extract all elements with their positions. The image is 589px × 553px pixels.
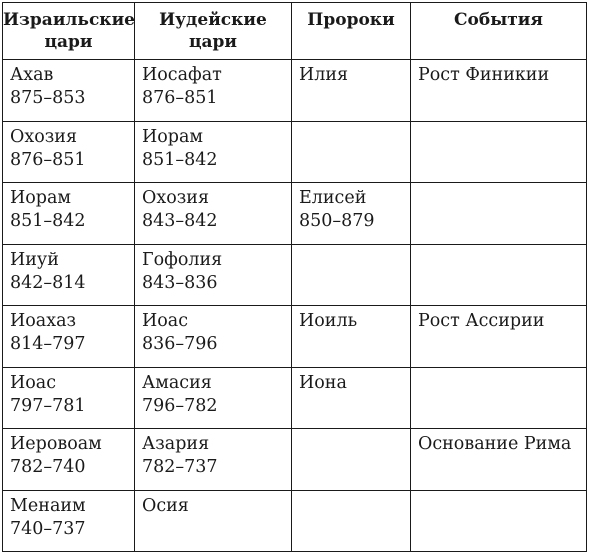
cell-prophet bbox=[292, 244, 411, 306]
event-text: Рост Финикии bbox=[418, 65, 550, 85]
table-row bbox=[3, 306, 587, 368]
cell-event bbox=[411, 367, 587, 429]
header-line: Иудейские bbox=[159, 10, 267, 30]
header-prophets bbox=[292, 3, 411, 60]
prophet-name: Иоиль bbox=[299, 311, 358, 331]
cell-event bbox=[411, 121, 587, 183]
cell-event bbox=[411, 60, 587, 122]
reign-years: 740–737 bbox=[10, 518, 86, 539]
event-text: Основание Рима bbox=[418, 434, 572, 454]
cell-judah-king bbox=[135, 429, 292, 491]
reign-years: 875–853 bbox=[10, 88, 86, 108]
reign-years: 814–797 bbox=[10, 334, 86, 354]
cell-israel-king bbox=[3, 60, 135, 122]
reign-years: 842–814 bbox=[10, 272, 86, 293]
header-line: цари bbox=[44, 32, 93, 52]
cell-event bbox=[411, 429, 587, 491]
reign-years: 797–781 bbox=[10, 395, 86, 416]
reign-years: 851–842 bbox=[142, 149, 218, 170]
cell-prophet bbox=[292, 306, 411, 368]
header-line: цари bbox=[188, 32, 238, 52]
header-events bbox=[411, 3, 587, 60]
cell-prophet bbox=[292, 429, 411, 491]
reign-years: 782–737 bbox=[142, 457, 218, 477]
cell-israel-king bbox=[3, 121, 135, 183]
king-name: Иорам bbox=[10, 188, 72, 208]
table-row bbox=[3, 244, 587, 306]
prophet-name: Елисей bbox=[299, 188, 367, 208]
king-name: Ииуй bbox=[10, 249, 59, 270]
cell-prophet bbox=[292, 121, 411, 183]
king-name: Амасия bbox=[142, 372, 212, 393]
prophet-years: 850–879 bbox=[299, 211, 375, 231]
cell-israel-king bbox=[3, 367, 135, 429]
header-line: Пророки bbox=[307, 10, 395, 30]
cell-israel-king bbox=[3, 306, 135, 368]
prophet-name: Илия bbox=[299, 65, 349, 85]
reign-years: 843–836 bbox=[142, 272, 218, 293]
reign-years: 876–851 bbox=[142, 88, 218, 108]
cell-israel-king bbox=[3, 490, 135, 552]
table-header-row bbox=[3, 3, 587, 60]
king-name: Иоахаз bbox=[10, 311, 77, 331]
header-judah-kings bbox=[135, 3, 292, 60]
cell-judah-king bbox=[135, 121, 292, 183]
table-row bbox=[3, 60, 587, 122]
table-row bbox=[3, 490, 587, 552]
kings-table-container bbox=[2, 2, 586, 552]
reign-years: 782–740 bbox=[10, 457, 86, 477]
king-name: Гофолия bbox=[142, 249, 223, 270]
king-name: Охозия bbox=[10, 126, 78, 147]
cell-israel-king bbox=[3, 183, 135, 245]
king-name: Иосафат bbox=[142, 65, 222, 85]
kings-chronology-table bbox=[2, 2, 587, 552]
cell-event bbox=[411, 183, 587, 245]
cell-prophet bbox=[292, 367, 411, 429]
header-israel-kings bbox=[3, 3, 135, 60]
king-name: Азария bbox=[142, 434, 210, 454]
king-name: Иоас bbox=[10, 372, 57, 393]
header-line: Израильские bbox=[3, 10, 135, 30]
cell-prophet bbox=[292, 490, 411, 552]
king-name: Иеровоам bbox=[10, 434, 102, 454]
table-row bbox=[3, 367, 587, 429]
cell-judah-king bbox=[135, 490, 292, 552]
king-name: Осия bbox=[142, 495, 189, 516]
reign-years: 851–842 bbox=[10, 211, 86, 231]
prophet-name: Иона bbox=[299, 372, 347, 393]
king-name: Иорам bbox=[142, 126, 204, 147]
king-name: Охозия bbox=[142, 188, 210, 208]
table-row bbox=[3, 429, 587, 491]
cell-prophet bbox=[292, 183, 411, 245]
header-line: События bbox=[454, 10, 543, 30]
cell-event bbox=[411, 244, 587, 306]
cell-judah-king bbox=[135, 244, 292, 306]
king-name: Ахав bbox=[10, 65, 54, 85]
cell-judah-king bbox=[135, 183, 292, 245]
reign-years: 836–796 bbox=[142, 334, 218, 354]
cell-judah-king bbox=[135, 306, 292, 368]
cell-event bbox=[411, 490, 587, 552]
table-row bbox=[3, 121, 587, 183]
table-row bbox=[3, 183, 587, 245]
event-text: Рост Ассирии bbox=[418, 311, 545, 331]
cell-israel-king bbox=[3, 244, 135, 306]
king-name: Иоас bbox=[142, 311, 189, 331]
cell-prophet bbox=[292, 60, 411, 122]
reign-years: 876–851 bbox=[10, 149, 86, 170]
cell-event bbox=[411, 306, 587, 368]
cell-israel-king bbox=[3, 429, 135, 491]
reign-years: 796–782 bbox=[142, 395, 218, 416]
reign-years: 843–842 bbox=[142, 211, 218, 231]
king-name: Менаим bbox=[10, 495, 86, 516]
cell-judah-king bbox=[135, 60, 292, 122]
cell-judah-king bbox=[135, 367, 292, 429]
